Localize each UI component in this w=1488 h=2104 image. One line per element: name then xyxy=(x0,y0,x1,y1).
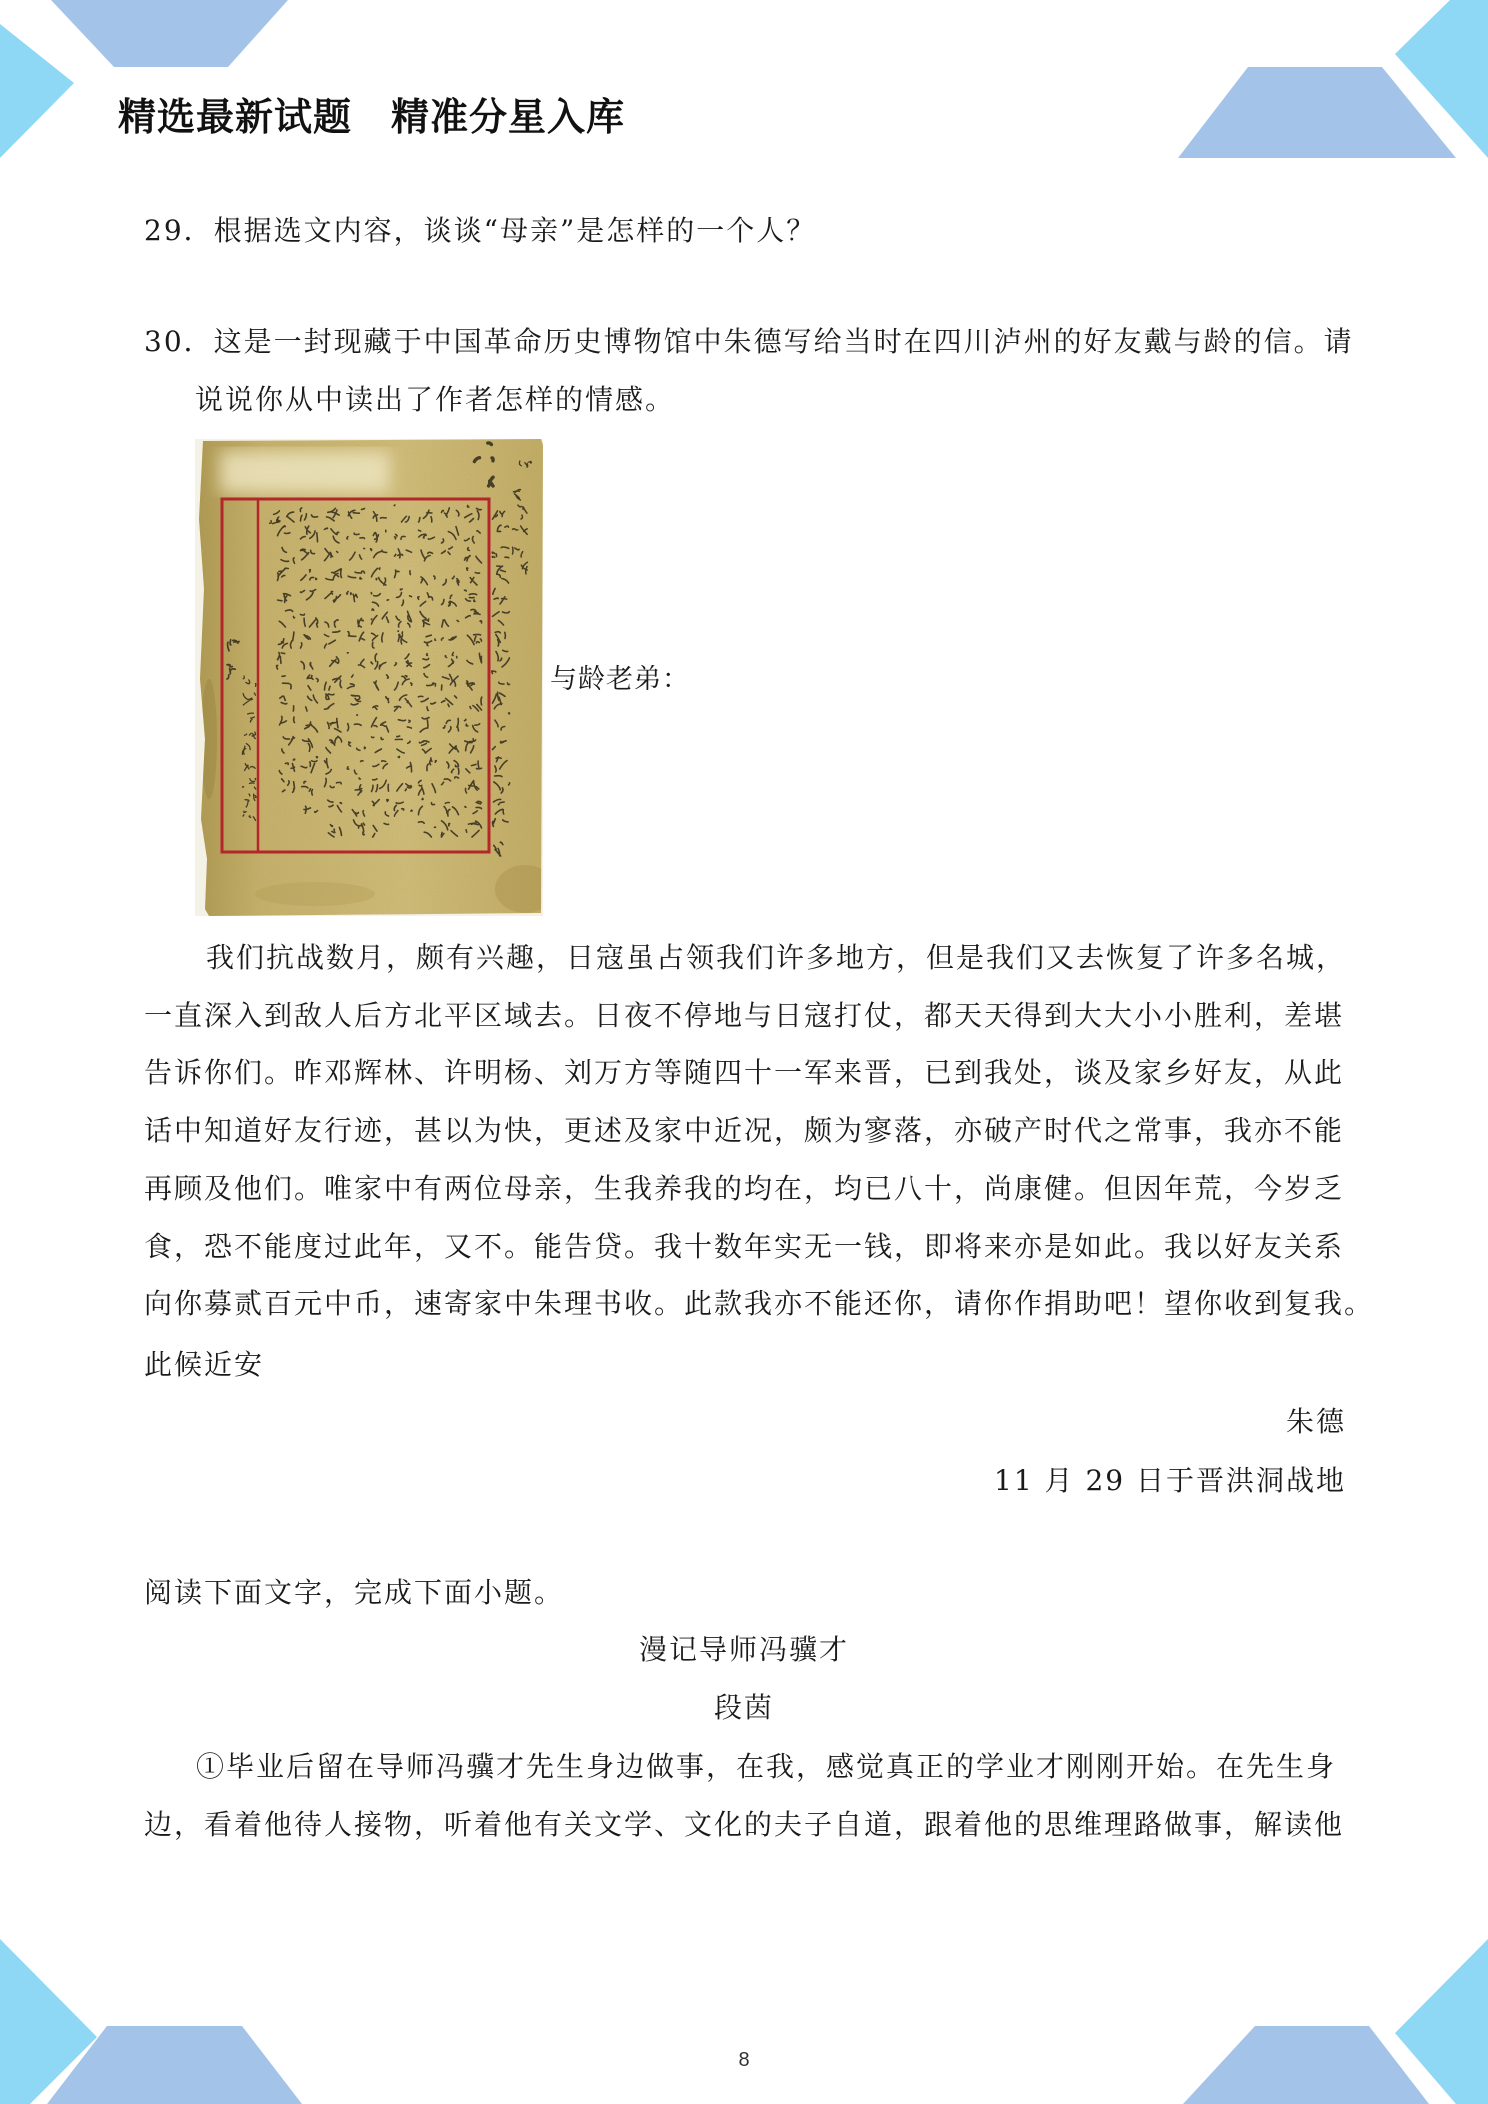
letter-line: 我们抗战数月，颇有兴趣，日寇虽占领我们许多地方，但是我们又去恢复了许多名城， xyxy=(206,941,1347,974)
letter-line: 食，恐不能度过此年，又不。能告贷。我十数年实无一钱，即将来亦是如此。我以好友关系 xyxy=(144,1230,1345,1263)
paper-texture xyxy=(195,439,543,916)
corner-trapezoid-top-left xyxy=(51,0,288,67)
corner-trapezoid-top-right xyxy=(1178,67,1456,158)
reading-instruction: 阅读下面文字，完成下面小题。 xyxy=(144,1576,565,1609)
letter-photo xyxy=(195,439,543,916)
article-line: 边，看着他待人接物，听着他有关文学、文化的夫子自道，跟着他的思维理路做事，解读他 xyxy=(144,1808,1345,1841)
paper-grain xyxy=(195,439,543,916)
letter-line: 告诉你们。昨邓辉林、许明杨、刘万方等随四十一军来晋，已到我处，谈及家乡好友，从此 xyxy=(144,1056,1345,1089)
question-number: 30． xyxy=(144,325,214,358)
paper-stain xyxy=(255,882,375,906)
letter-salutation: 与龄老弟： xyxy=(550,664,690,695)
letter-date: 11 月 29 日于晋洪洞战地 xyxy=(994,1464,1346,1497)
header-title: 精选最新试题 精准分星入库 xyxy=(118,95,626,139)
faded-patch xyxy=(220,451,390,493)
question-number: 29． xyxy=(144,214,214,247)
article-author: 段茵 xyxy=(713,1691,774,1724)
corner-triangle-top-left xyxy=(0,24,74,158)
page-number: 8 xyxy=(738,2049,750,2071)
letter-line: 向你募贰百元中币，速寄家中朱理书收。此款我亦不能还你，请你作捐助吧！望你收到复我。 xyxy=(144,1287,1375,1320)
question-30 xyxy=(144,322,1354,362)
letter-closing: 此候近安 xyxy=(144,1348,265,1381)
question-text: 这是一封现藏于中国革命历史博物馆中朱德写给当时在四川泸州的好友戴与龄的信。请 xyxy=(213,325,1354,358)
letter-line: 话中知道好友行迹，甚以为快，更述及家中近况，颇为寥落，亦破产时代之常事，我亦不能 xyxy=(144,1114,1345,1147)
article-title: 漫记导师冯骥才 xyxy=(638,1633,849,1666)
letter-line: 一直深入到敌人后方北平区域去。日夜不停地与日寇打仗，都天天得到大大小小胜利，差堪 xyxy=(144,999,1345,1032)
question-29 xyxy=(144,211,1346,251)
letter-signature: 朱德 xyxy=(1285,1405,1346,1438)
article-line: ①毕业后留在导师冯骥才先生身边做事，在我，感觉真正的学业才刚刚开始。在先生身 xyxy=(196,1750,1337,1783)
letter-line: 再顾及他们。唯家中有两位母亲，生我养我的均在，均已八十，尚康健。但因年荒，今岁乏 xyxy=(144,1172,1345,1205)
question-text: 根据选文内容，谈谈“母亲”是怎样的一个人？ xyxy=(213,214,817,247)
question-text-continuation: 说说你从中读出了作者怎样的情感。 xyxy=(195,383,676,416)
